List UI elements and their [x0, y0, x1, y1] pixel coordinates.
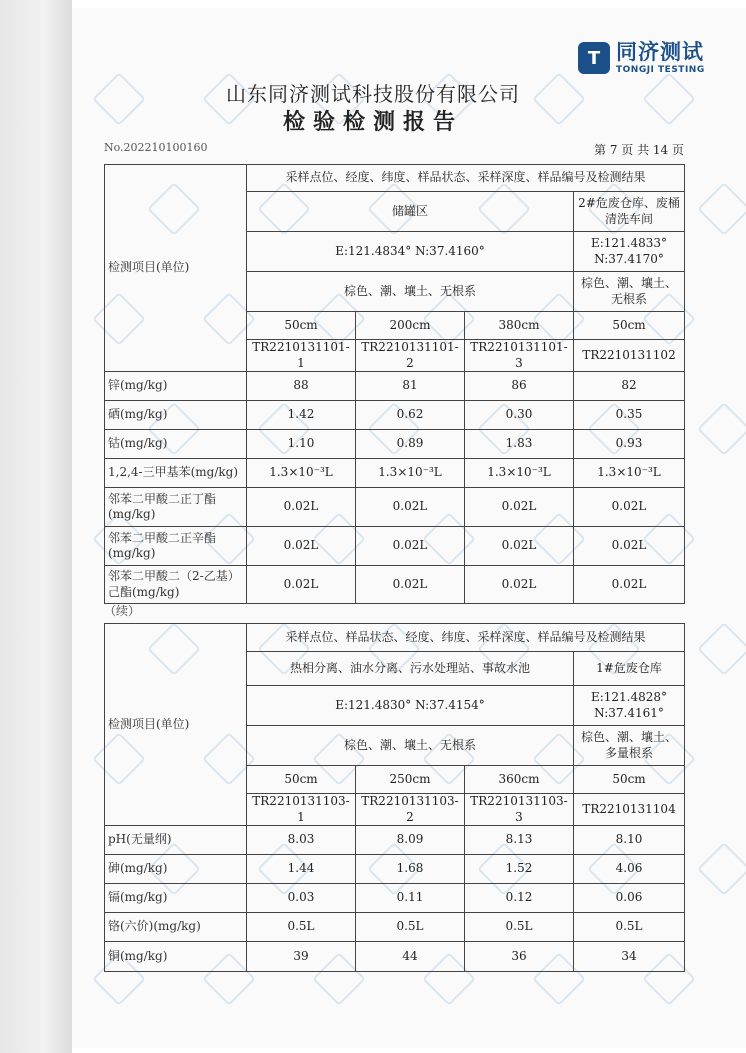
depth-cell: 250cm: [356, 766, 465, 794]
value-cell: 8.10: [574, 826, 685, 855]
report-title: 检验检测报告: [282, 109, 463, 135]
value-cell: 0.06: [574, 884, 685, 913]
value-cell: 88: [247, 372, 356, 401]
sample-id-cell: TR2210131102: [574, 340, 685, 372]
table-row: [105, 488, 685, 527]
company-name: 山东同济测试科技股份有限公司: [226, 82, 520, 106]
page-number: 第 7 页 共 14 页: [594, 143, 684, 157]
item-header: 检测项目(单位): [105, 624, 247, 826]
row-label: 铬(六价)(mg/kg): [105, 913, 247, 942]
coord-b: E:121.4828° N:37.4161°: [574, 686, 685, 726]
row-label: 邻苯二甲酸二正辛酯(mg/kg): [105, 527, 247, 566]
state-a: 棕色、潮、壤土、无根系: [247, 272, 574, 312]
row-label: 硒(mg/kg): [105, 401, 247, 430]
results-table-1: [104, 164, 685, 604]
table-row: [105, 826, 685, 855]
value-cell: 0.03: [247, 884, 356, 913]
table-row: [105, 401, 685, 430]
value-cell: 0.12: [465, 884, 574, 913]
site-b: 2#危废仓库、废桶清洗车间: [574, 192, 685, 232]
value-cell: 0.89: [356, 430, 465, 459]
value-cell: 0.02L: [356, 527, 465, 566]
value-cell: 0.02L: [356, 566, 465, 604]
results-table-2: [104, 623, 685, 972]
value-cell: 8.09: [356, 826, 465, 855]
state-b: 棕色、潮、壤土、多量根系: [574, 726, 685, 766]
continued-label: （续）: [104, 604, 141, 618]
value-cell: 0.5L: [247, 913, 356, 942]
value-cell: 1.3×10⁻³L: [356, 459, 465, 488]
value-cell: 1.44: [247, 855, 356, 884]
row-label: 镉(mg/kg): [105, 884, 247, 913]
table-row: [105, 884, 685, 913]
value-cell: 1.42: [247, 401, 356, 430]
value-cell: 8.03: [247, 826, 356, 855]
table-row: [105, 372, 685, 401]
table-row: [105, 430, 685, 459]
value-cell: 1.52: [465, 855, 574, 884]
depth-cell: 200cm: [356, 312, 465, 340]
value-cell: 0.02L: [574, 566, 685, 604]
row-label: 1,2,4-三甲基苯(mg/kg): [105, 459, 247, 488]
value-cell: 0.5L: [356, 913, 465, 942]
value-cell: 1.68: [356, 855, 465, 884]
state-b: 棕色、潮、壤土、无根系: [574, 272, 685, 312]
description-header: 采样点位、经度、纬度、样品状态、采样深度、样品编号及检测结果: [247, 165, 685, 192]
sample-id-cell: TR2210131103-3: [465, 794, 574, 826]
site-a: 储罐区: [247, 192, 574, 232]
logo-chinese-name: 同济测试: [616, 39, 704, 64]
site-b: 1#危废仓库: [574, 652, 685, 686]
row-label: 钴(mg/kg): [105, 430, 247, 459]
value-cell: 1.10: [247, 430, 356, 459]
value-cell: 0.02L: [247, 488, 356, 527]
item-header: 检测项目(单位): [105, 165, 247, 372]
value-cell: 0.30: [465, 401, 574, 430]
logo-mark-icon: T: [578, 42, 610, 74]
row-label: 砷(mg/kg): [105, 855, 247, 884]
value-cell: 1.3×10⁻³L: [574, 459, 685, 488]
coord-a: E:121.4834° N:37.4160°: [247, 232, 574, 272]
row-label: 锌(mg/kg): [105, 372, 247, 401]
value-cell: 44: [356, 942, 465, 972]
value-cell: 0.02L: [574, 488, 685, 527]
row-label: 邻苯二甲酸二正丁酯(mg/kg): [105, 488, 247, 527]
depth-cell: 50cm: [247, 766, 356, 794]
depth-cell: 50cm: [574, 312, 685, 340]
depth-cell: 50cm: [574, 766, 685, 794]
depth-cell: 360cm: [465, 766, 574, 794]
value-cell: 0.5L: [574, 913, 685, 942]
value-cell: 0.02L: [247, 527, 356, 566]
table-row: [105, 459, 685, 488]
sample-id-cell: TR2210131103-1: [247, 794, 356, 826]
sample-id-cell: TR2210131101-2: [356, 340, 465, 372]
table-row: [105, 566, 685, 604]
value-cell: 4.06: [574, 855, 685, 884]
value-cell: 1.83: [465, 430, 574, 459]
logo-english-name: TONGJI TESTING: [616, 64, 705, 75]
value-cell: 0.02L: [247, 566, 356, 604]
table-row: [105, 527, 685, 566]
state-a: 棕色、潮、壤土、无根系: [247, 726, 574, 766]
value-cell: 0.02L: [356, 488, 465, 527]
value-cell: 0.5L: [465, 913, 574, 942]
value-cell: 86: [465, 372, 574, 401]
value-cell: 0.11: [356, 884, 465, 913]
row-label: 邻苯二甲酸二（2-乙基）己酯(mg/kg): [105, 566, 247, 604]
table-row: [105, 913, 685, 942]
value-cell: 81: [356, 372, 465, 401]
row-label: pH(无量纲): [105, 826, 247, 855]
value-cell: 0.93: [574, 430, 685, 459]
value-cell: 0.62: [356, 401, 465, 430]
company-logo: [578, 40, 705, 76]
table-row: [105, 942, 685, 972]
value-cell: 34: [574, 942, 685, 972]
value-cell: 1.3×10⁻³L: [247, 459, 356, 488]
sample-id-cell: TR2210131104: [574, 794, 685, 826]
coord-b: E:121.4833° N:37.4170°: [574, 232, 685, 272]
value-cell: 39: [247, 942, 356, 972]
value-cell: 1.3×10⁻³L: [465, 459, 574, 488]
coord-a: E:121.4830° N:37.4154°: [247, 686, 574, 726]
depth-cell: 380cm: [465, 312, 574, 340]
description-header: 采样点位、样品状态、经度、纬度、采样深度、样品编号及检测结果: [247, 624, 685, 652]
value-cell: 36: [465, 942, 574, 972]
row-label: 铜(mg/kg): [105, 942, 247, 972]
report-number: No.202210100160: [104, 141, 208, 154]
sample-id-cell: TR2210131103-2: [356, 794, 465, 826]
sample-id-cell: TR2210131101-1: [247, 340, 356, 372]
value-cell: 82: [574, 372, 685, 401]
value-cell: 0.02L: [465, 527, 574, 566]
value-cell: 8.13: [465, 826, 574, 855]
value-cell: 0.02L: [574, 527, 685, 566]
value-cell: 0.02L: [465, 488, 574, 527]
sample-id-cell: TR2210131101-3: [465, 340, 574, 372]
value-cell: 0.02L: [465, 566, 574, 604]
page-binding-shadow: [0, 0, 72, 1053]
site-a: 热相分离、油水分离、污水处理站、事故水池: [247, 652, 574, 686]
depth-cell: 50cm: [247, 312, 356, 340]
table-row: [105, 855, 685, 884]
value-cell: 0.35: [574, 401, 685, 430]
